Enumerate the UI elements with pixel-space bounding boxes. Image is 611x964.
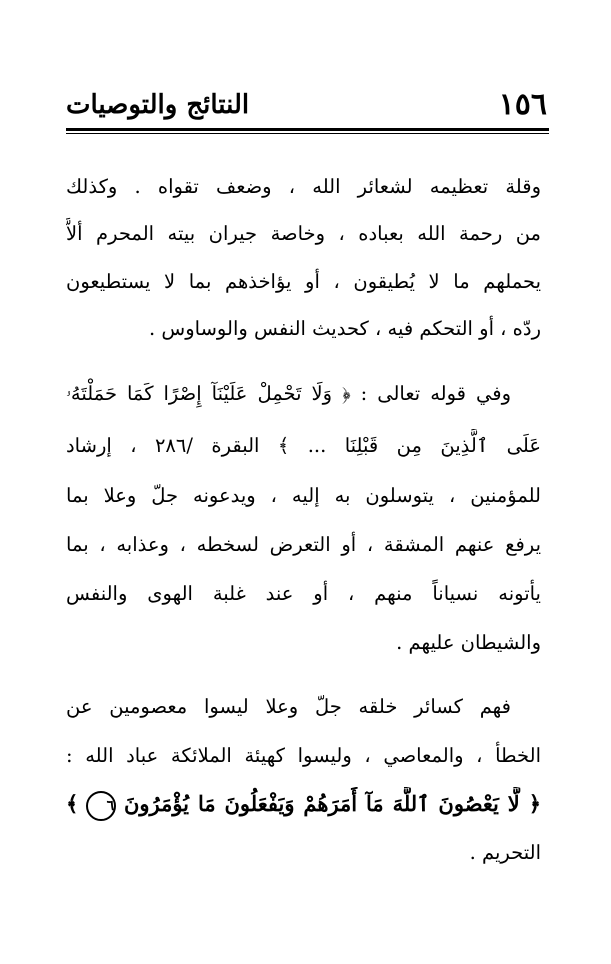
text-line-with-verse: وفي قوله تعالى : ﴿ وَلَا تَحْمِلْ عَلَيْنَآ إِصْرًا كَمَا حَمَلْتَهُۥ (66, 382, 511, 405)
text-line: يرفع عنهم المشقة ، أو التعرض لسخطه ، وعذابه ، بما (66, 533, 541, 556)
header-rule (66, 128, 549, 131)
verse-text: ﴿ لَّا يَعْصُونَ ٱللَّهَ مَآ أَمَرَهُمْ وَيَفْعَلُونَ مَا يُؤْمَرُونَ (123, 791, 541, 816)
text-line: التحريم . (469, 841, 541, 864)
text-line: للمؤمنين ، يتوسلون به إليه ، ويدعونه جلّ وعلا بما (66, 484, 541, 507)
page-number: ١٥٦ (498, 87, 547, 122)
text-line: فهم كسائر خلقه جلّ وعلا ليسوا معصومين عن (66, 695, 511, 718)
text-line: من رحمة الله بعباده ، وخاصة جيران بيته المحرم ألاَّ (66, 222, 541, 245)
ayah-number-mark: ٦ (86, 791, 116, 821)
header-rule-thin (66, 133, 549, 134)
running-title: النتائج والتوصيات (66, 90, 250, 120)
paragraph-1 (66, 170, 541, 350)
verse-line (66, 787, 541, 821)
text-line: وقلة تعظيمه لشعائر الله ، وضعف تقواه . وكذلك (66, 175, 541, 198)
text-line: ردّه ، أو التحكم فيه ، كحديث النفس والوساوس . (149, 317, 541, 340)
verse-closing-bracket: ﴾ (66, 791, 79, 816)
text-line: الخطأ ، والمعاصي ، وليسوا كهيئة الملائكة عباد الله : (66, 744, 541, 767)
paragraph-2 (66, 377, 541, 667)
text-line: يأتونه نسياناً منهم ، أو عند غلبة الهوى والنفس (66, 582, 541, 605)
paragraph-3 (66, 690, 541, 880)
page-header (66, 86, 547, 126)
text-line: والشيطان عليهم . (396, 631, 541, 654)
text-line: يحملهم ما لا يُطيقون ، أو يؤاخذهم بما لا يستطيعون (66, 270, 541, 293)
text-line-with-verse: عَلَى ٱلَّذِينَ مِن قَبْلِنَا ... ﴾ البقرة /٢٨٦ ، إرشاد (66, 434, 541, 457)
